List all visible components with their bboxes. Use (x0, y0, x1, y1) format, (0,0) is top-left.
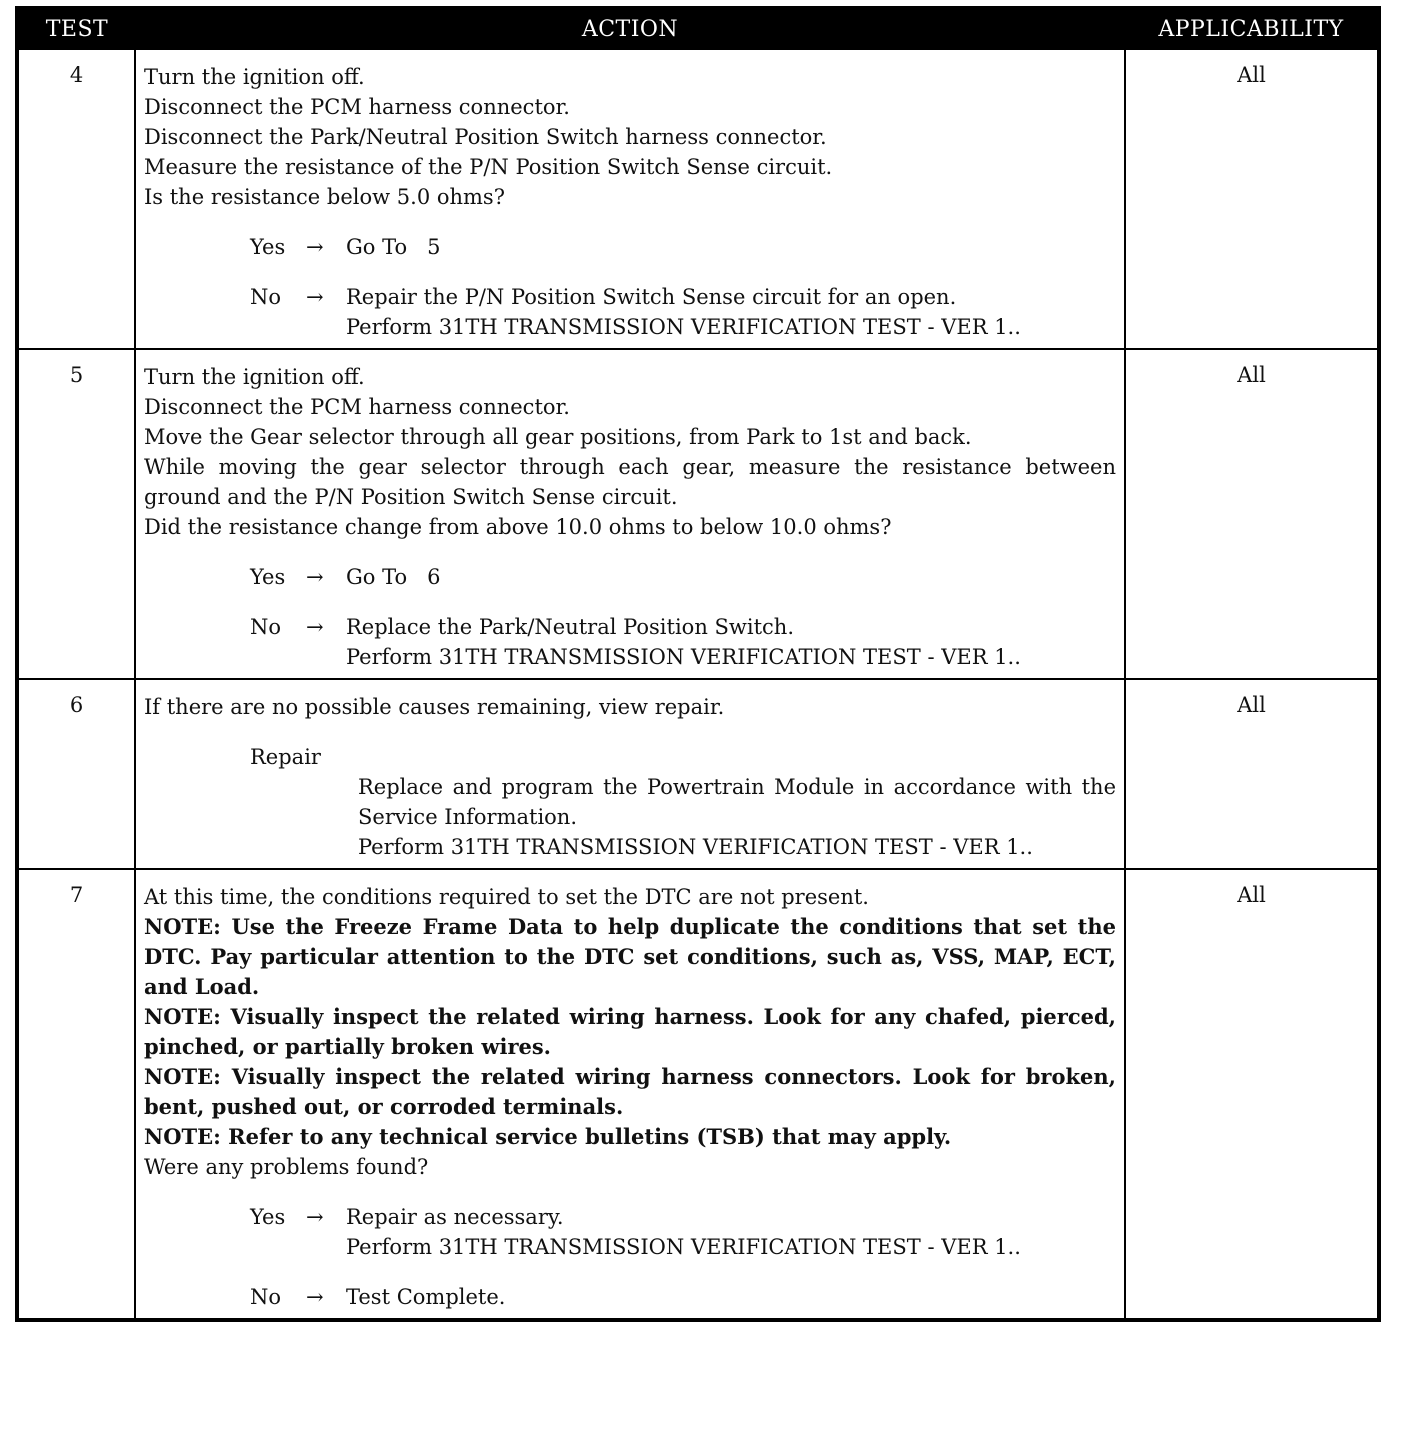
test-row-7 (17, 869, 1379, 1320)
no-action: Replace the Park/Neutral Position Switch. (346, 615, 795, 639)
header-action: ACTION (135, 8, 1125, 49)
header-row (17, 8, 1379, 49)
no-action: Perform 31TH TRANSMISSION VERIFICATION TEST - VER 1.. (346, 645, 1021, 669)
action-step: Disconnect the Park/Neutral Position Switch harness connector. (144, 125, 827, 149)
repair-step: Replace and program the Powertrain Module in accordance with the Service Information. (358, 775, 1116, 829)
right-arrow-icon: → (306, 565, 324, 589)
no-action: Test Complete. (346, 1285, 506, 1309)
action-intro: At this time, the conditions required to set the DTC are not present. (144, 885, 869, 909)
yes-label: Yes (250, 565, 286, 589)
note-text: NOTE: Refer to any technical service bulletins (TSB) that may apply. (144, 1124, 952, 1149)
action-question: Were any problems found? (144, 1155, 429, 1179)
applicability-cell: All (1125, 679, 1379, 869)
right-arrow-icon: → (306, 615, 324, 639)
header-applicability: APPLICABILITY (1125, 8, 1379, 49)
no-label: No (250, 615, 282, 639)
action-step: Disconnect the PCM harness connector. (144, 95, 570, 119)
right-arrow-icon: → (306, 1285, 324, 1309)
test-number: 4 (17, 49, 135, 349)
yes-label: Yes (250, 1205, 286, 1229)
applicability-cell: All (1125, 49, 1379, 349)
yes-action: Perform 31TH TRANSMISSION VERIFICATION TEST - VER 1.. (346, 1235, 1021, 1259)
no-action: Repair the P/N Position Switch Sense circuit for an open. (346, 285, 957, 309)
action-cell (135, 869, 1125, 1320)
yes-label: Yes (250, 235, 286, 259)
note-text: NOTE: Visually inspect the related wiring harness connectors. Look for broken, bent, pushed out, or corroded terminals. (144, 1064, 1116, 1119)
test-number: 7 (17, 869, 135, 1320)
action-step: Turn the ignition off. (144, 65, 365, 89)
action-cell (135, 679, 1125, 869)
note-text: NOTE: Use the Freeze Frame Data to help duplicate the conditions that set the DTC. Pay particular attention to the DTC set conditions, such as, VSS, MAP, ECT, and Load. (144, 914, 1116, 999)
test-row-6 (17, 679, 1379, 869)
no-label: No (250, 285, 282, 309)
test-number: 5 (17, 349, 135, 679)
yes-goto: Go To 5 (346, 235, 441, 259)
action-step: While moving the gear selector through each gear, measure the resistance between ground and the P/N Position Switch Sense circuit. (144, 455, 1116, 509)
yes-option (144, 1202, 1116, 1262)
action-cell (135, 49, 1125, 349)
header-test: TEST (17, 8, 135, 49)
repair-step: Perform 31TH TRANSMISSION VERIFICATION TEST - VER 1.. (358, 835, 1033, 859)
action-step: Disconnect the PCM harness connector. (144, 395, 570, 419)
no-option (144, 1282, 1116, 1312)
test-row-5 (17, 349, 1379, 679)
yes-option (144, 562, 1116, 592)
no-action: Perform 31TH TRANSMISSION VERIFICATION TEST - VER 1.. (346, 315, 1021, 339)
action-step: Measure the resistance of the P/N Position Switch Sense circuit. (144, 155, 833, 179)
repair-label: Repair (250, 745, 321, 769)
applicability-cell: All (1125, 349, 1379, 679)
diagnostic-table (15, 6, 1381, 1322)
right-arrow-icon: → (306, 1205, 324, 1229)
yes-option (144, 232, 1116, 262)
note-text: NOTE: Visually inspect the related wiring harness. Look for any chafed, pierced, pinched, or partially broken wires. (144, 1004, 1116, 1059)
action-question: Is the resistance below 5.0 ohms? (144, 185, 505, 209)
applicability-cell: All (1125, 869, 1379, 1320)
action-cell (135, 349, 1125, 679)
test-number: 6 (17, 679, 135, 869)
yes-goto: Go To 6 (346, 565, 441, 589)
no-option (144, 612, 1116, 672)
no-option (144, 282, 1116, 342)
action-step: Turn the ignition off. (144, 365, 365, 389)
right-arrow-icon: → (306, 285, 324, 309)
action-step: Move the Gear selector through all gear positions, from Park to 1st and back. (144, 425, 972, 449)
yes-action: Repair as necessary. (346, 1205, 564, 1229)
test-row-4 (17, 49, 1379, 349)
right-arrow-icon: → (306, 235, 324, 259)
repair-body (144, 772, 1116, 862)
action-question: Did the resistance change from above 10.0 ohms to below 10.0 ohms? (144, 515, 892, 539)
no-label: No (250, 1285, 282, 1309)
action-step: If there are no possible causes remaining, view repair. (144, 695, 725, 719)
